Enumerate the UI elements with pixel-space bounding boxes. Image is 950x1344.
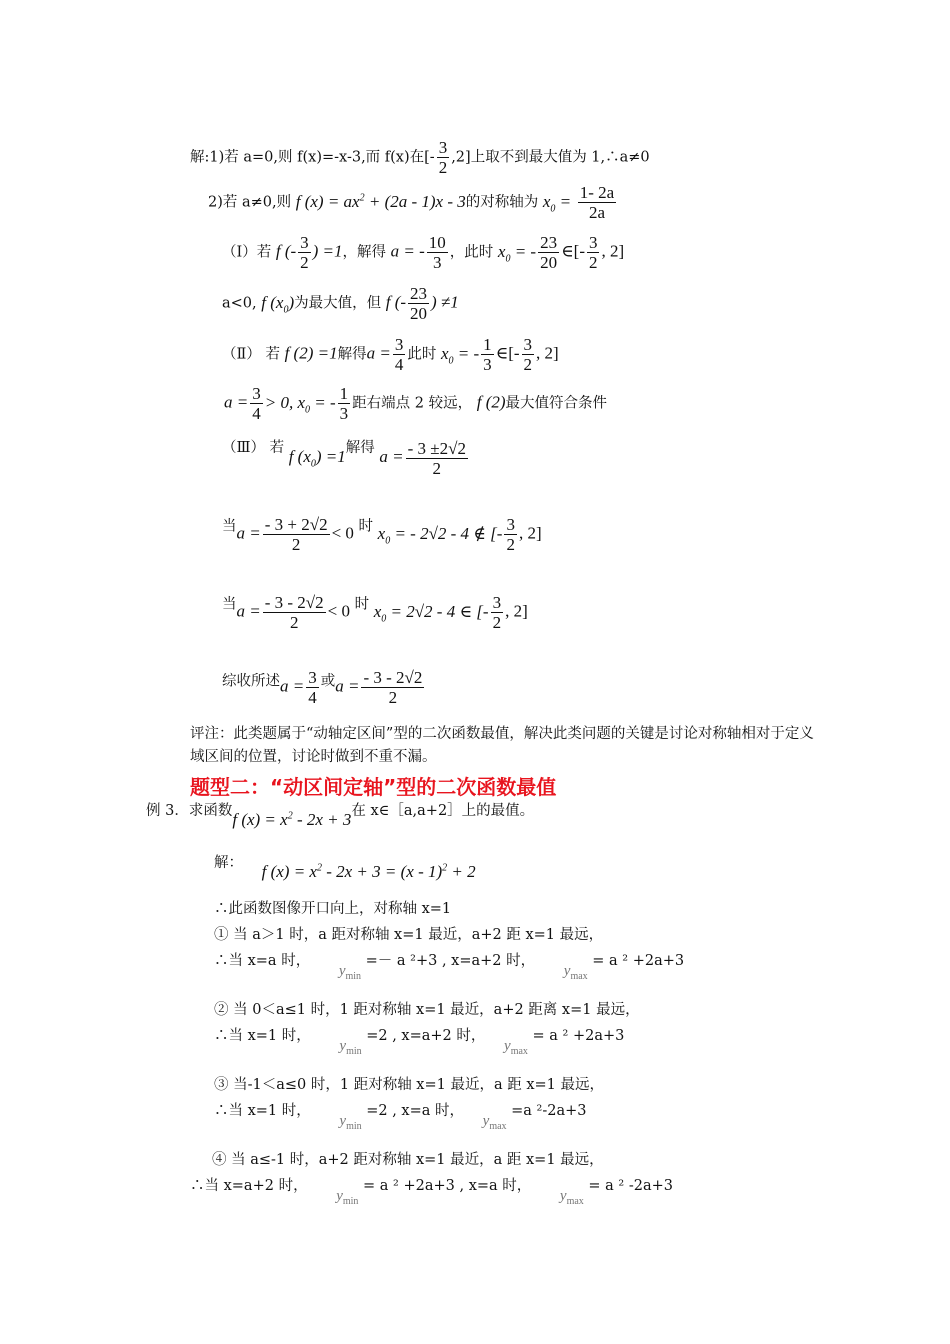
math: $x_0$ = -	[440, 343, 480, 366]
text: , x=a 时，	[459, 1178, 532, 1194]
y-max-symbol: $y_{max}$	[482, 1113, 507, 1132]
fraction: $\frac{1}{3}$	[339, 384, 349, 423]
text: 在 x∈［a,a+2］上的最值。	[351, 803, 535, 819]
y-max-symbol: $y_{max}$	[563, 963, 588, 982]
math: $x_0$ = - 2√2 - 4 ∉ [-	[377, 523, 503, 546]
y-min-symbol: $y_{min}$	[339, 1038, 362, 1057]
text: ,2]上取不到最大值为 1,∴a≠0	[451, 149, 650, 166]
value: =a ²-2a+3	[511, 1103, 587, 1119]
case-II-check-line	[224, 384, 607, 423]
fraction: $\frac{23}{20}$	[410, 284, 428, 323]
math: f $(x_0)$	[261, 292, 295, 315]
math: < 0	[327, 601, 350, 621]
text: 解:1)若 a=0,则 f(x)=-x-3,而 f(x)在[-	[190, 149, 435, 166]
math: $x_0 = 2√2 - 4$ ∈ [-	[373, 601, 489, 624]
math: f (2) =1	[284, 343, 338, 363]
math: a =	[224, 392, 249, 412]
text: 的对称轴为	[465, 194, 539, 211]
fraction: $\frac{- 3 - 2√2}{2}$	[264, 593, 324, 632]
math: f $(x) = x^2 - 2x + 3 = (x - 1)^2 + 2$	[261, 862, 476, 881]
case-1-values	[214, 951, 684, 987]
text: 时	[358, 518, 374, 535]
math: f $(x) = ax^2 + (2a - 1)x - 3$	[295, 191, 466, 211]
case-III-line	[222, 438, 470, 478]
solution-line-2	[208, 183, 618, 222]
value: = a ² +2a+3	[592, 953, 685, 969]
text: , x=a 时，	[392, 1103, 465, 1119]
denominator: 2	[438, 158, 448, 177]
case-III-a-line	[222, 515, 542, 554]
text: ∴当 x=1 时，	[214, 1103, 311, 1119]
math: a =	[335, 676, 360, 696]
text: 距右端点 2 较远，	[352, 395, 473, 412]
fraction: $\frac{3}{2}$	[300, 233, 309, 272]
remark-text: 评注：此类题属于“动轴定区间”型的二次函数最值，解决此类问题的关键是讨论对称轴相对于定义域区间的位置，讨论时做到不重不漏。	[190, 726, 814, 765]
case-II-line	[222, 335, 559, 374]
fraction: $\frac{3}{4}$	[308, 668, 317, 707]
text: , x=a+2 时，	[392, 1028, 486, 1044]
math: f $(x_0) =1$	[288, 447, 346, 470]
fraction: $\frac{3}{2}$	[492, 593, 502, 632]
math: , 2]	[601, 241, 625, 261]
math: ) =1	[312, 241, 343, 261]
text: 最大值符合条件	[505, 395, 608, 412]
math: ∈[-	[561, 241, 585, 261]
case-3-values	[214, 1101, 587, 1137]
case-2-values	[214, 1026, 624, 1062]
text: 综收所述	[222, 673, 280, 690]
text: 时	[354, 596, 370, 613]
fraction: $\frac{1}{3}$	[483, 335, 492, 374]
text: ∴当 x=1 时，	[214, 1028, 311, 1044]
math: f (-	[385, 292, 407, 312]
text: 2)若 a≠0,则	[208, 194, 292, 211]
math: f (2)	[476, 392, 506, 412]
fraction: $\frac{- 3 + 2√2}{2}$	[264, 515, 328, 554]
text: 或	[320, 673, 336, 690]
fraction: $\frac{3}{2}$	[588, 233, 598, 272]
y-max-symbol: $y_{max}$	[559, 1188, 584, 1207]
fraction	[437, 138, 450, 177]
solution-expansion-line	[214, 853, 476, 882]
math: ∈[-	[495, 343, 520, 363]
math: , 2]	[536, 343, 559, 363]
case-4-text: ④ 当 a≤-1 时，a+2 距对称轴 x=1 最近，a 距 x=1 最远，	[212, 1152, 604, 1168]
case-I-check-line	[222, 284, 459, 323]
math: $x_0$ = -	[497, 241, 537, 264]
value: =－ a ²+3	[365, 953, 438, 969]
value: =2	[366, 1028, 388, 1044]
text: 当	[222, 596, 237, 613]
case-2-text: ② 当 0＜a≤1 时，1 距对称轴 x=1 最近，a+2 距离 x=1 最远，	[214, 1002, 640, 1018]
fraction: $\frac{3}{4}$	[252, 384, 261, 423]
solution-line-1	[190, 138, 650, 177]
text: 此时	[407, 346, 437, 363]
y-min-symbol: $y_{min}$	[338, 963, 362, 982]
fraction: $\frac{3}{2}$	[523, 335, 533, 374]
text: （Ⅱ） 若	[222, 346, 280, 363]
conclusion-line	[222, 668, 426, 707]
math: , 2]	[505, 601, 528, 621]
section-heading: 题型二：“动区间定轴”型的二次函数最值	[190, 775, 557, 799]
math: a =	[236, 523, 261, 543]
math: f (-	[275, 241, 297, 261]
numerator: 3	[438, 138, 448, 157]
text: 例 3．求函数	[146, 803, 233, 819]
text: （Ⅲ） 若	[222, 440, 285, 456]
text: ∴当 x=a 时，	[214, 953, 311, 969]
math: a = -	[390, 241, 425, 261]
text: ∴当 x=a+2 时，	[190, 1178, 308, 1194]
text: 为最大值，但	[294, 295, 382, 312]
math: , 2]	[518, 523, 542, 543]
fraction: $\frac{- 3 - 2√2}{2}$	[363, 668, 423, 707]
text: a<0,	[222, 295, 257, 312]
y-min-symbol: $y_{min}$	[336, 1188, 359, 1207]
fraction: $\frac{3}{2}$	[506, 515, 515, 554]
math: < 0	[331, 523, 354, 543]
case-4-values	[190, 1176, 673, 1212]
opening-line: ∴此函数图像开口向上，对称轴 x=1	[214, 901, 452, 917]
text: , x=a+2 时，	[441, 953, 536, 969]
text: 当	[222, 518, 237, 535]
y-max-symbol: $y_{max}$	[504, 1038, 528, 1057]
math: > 0, $x_0$ = -	[264, 392, 336, 415]
text: 解得	[337, 346, 367, 363]
value: = a ² -2a+3	[588, 1178, 673, 1194]
math: $x_0$ =	[542, 191, 572, 214]
math: a =	[280, 676, 305, 696]
remark-paragraph	[190, 723, 820, 769]
text: 解：	[214, 855, 243, 871]
math: f $(x) = x^2 - 2x + 3$	[232, 810, 352, 829]
fraction: $\frac{3}{4}$	[394, 335, 404, 374]
math: a =	[379, 447, 404, 466]
fraction: $\frac{23}{20}$	[540, 233, 558, 272]
value: =2	[366, 1103, 388, 1119]
math: a =	[366, 343, 391, 363]
fraction: $\frac{- 3 \pm 2√2}{2}$	[407, 439, 466, 478]
case-III-b-line	[222, 593, 528, 632]
fraction: $\frac{10}{3}$	[428, 233, 446, 272]
text: ，此时	[449, 244, 494, 261]
text: ，解得	[342, 244, 387, 261]
math: a =	[236, 601, 261, 621]
y-min-symbol: $y_{min}$	[339, 1113, 362, 1132]
value: = a ² +2a+3	[532, 1028, 625, 1044]
example-3-line	[146, 801, 534, 830]
case-3-text: ③ 当-1＜a≤0 时，1 距对称轴 x=1 最近，a 距 x=1 最远，	[214, 1077, 604, 1093]
fraction: $\frac{1- 2a}{2a}$	[579, 183, 615, 222]
value: = a ² +2a+3	[363, 1178, 455, 1194]
case-1-text: ① 当 a＞1 时，a 距对称轴 x=1 最近，a+2 距 x=1 最远，	[214, 927, 604, 943]
text: 解得	[345, 440, 375, 456]
math: ) ≠1	[431, 292, 459, 312]
text: （Ⅰ）若	[222, 244, 272, 261]
case-I-line	[222, 233, 624, 272]
